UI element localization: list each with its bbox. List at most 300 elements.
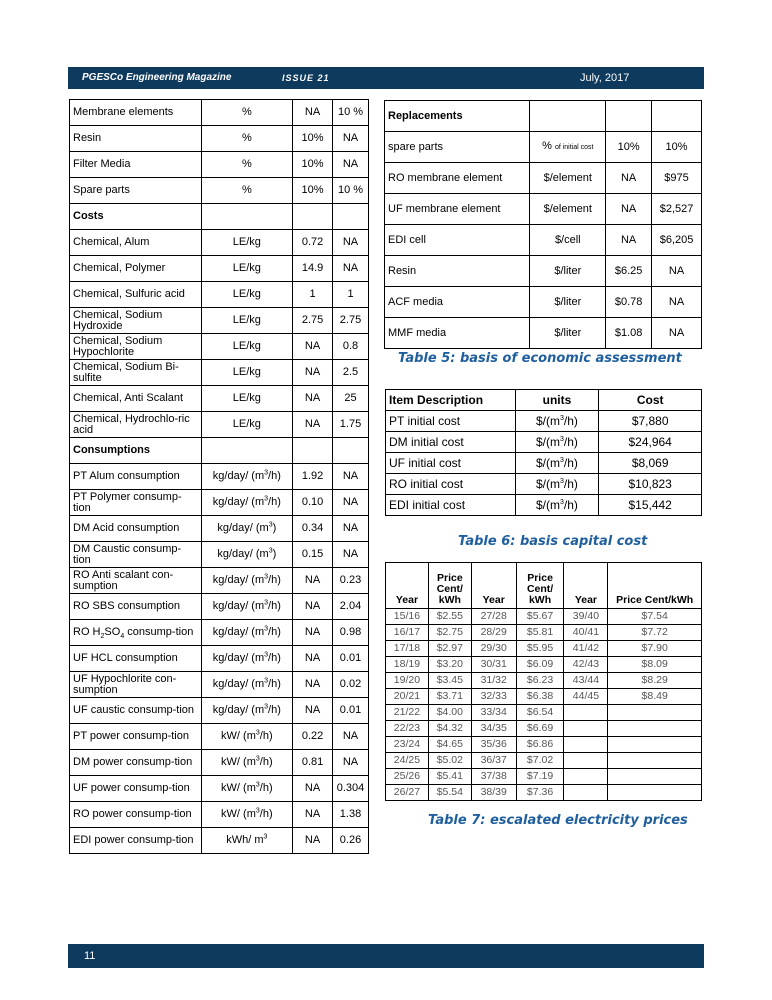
table-cell: Consumptions — [70, 438, 202, 464]
table-row — [386, 625, 702, 641]
table-cell: $7.36 — [516, 785, 564, 801]
table-cell: 0.15 — [293, 542, 333, 568]
table-cell: 27/28 — [471, 609, 516, 625]
table-cell: 15/16 — [386, 609, 429, 625]
table-cell: 34/35 — [471, 721, 516, 737]
table-cell: NA — [333, 230, 369, 256]
table-cell — [608, 769, 702, 785]
table-row — [70, 776, 369, 802]
table-cell: 44/45 — [564, 689, 608, 705]
table-cell: kW/ $(m^3/h)$ — [201, 724, 293, 750]
table-row — [70, 620, 369, 646]
table-cell: 10% — [652, 132, 702, 163]
table-cell: 0.02 — [333, 672, 369, 698]
table-row — [386, 721, 702, 737]
table-cell: $6.54 — [516, 705, 564, 721]
table-cell: $5.54 — [428, 785, 471, 801]
table-cell: $7.72 — [608, 625, 702, 641]
table-cell — [608, 705, 702, 721]
table-cell: 0.304 — [333, 776, 369, 802]
table-cell: RO membrane element — [385, 163, 530, 194]
table-cell: 0.22 — [293, 724, 333, 750]
table-cell: NA — [293, 698, 333, 724]
economic-parameters-table — [69, 99, 369, 854]
table-cell: Chemical, Sodium Hypochlorite — [70, 334, 202, 360]
table-cell: NA — [293, 594, 333, 620]
table-cell: kW/ $(m^3/h)$ — [201, 802, 293, 828]
table-row — [70, 282, 369, 308]
table-cell — [333, 438, 369, 464]
table-cell: $6.86 — [516, 737, 564, 753]
table-cell: 37/38 — [471, 769, 516, 785]
table-cell: $5.41 — [428, 769, 471, 785]
table-cell: 30/31 — [471, 657, 516, 673]
table-cell: 39/40 — [564, 609, 608, 625]
table-cell: Chemical, Sodium Bi-sulfite — [70, 360, 202, 386]
table-cell: 40/41 — [564, 625, 608, 641]
table-cell: Chemical, Anti Scalant — [70, 386, 202, 412]
replacements-title: Replacements — [385, 101, 530, 132]
table-cell: NA — [652, 318, 702, 349]
table-cell: NA — [652, 287, 702, 318]
table-row — [70, 698, 369, 724]
table-cell: Spare parts — [70, 178, 202, 204]
table-row — [386, 453, 702, 474]
table-cell: $15,442 — [599, 495, 702, 516]
table-cell: $7.90 — [608, 641, 702, 657]
table-cell: kg/day/ $(m^3/h)$ — [201, 646, 293, 672]
table-cell: % — [201, 152, 293, 178]
table-cell: LE/kg — [201, 230, 293, 256]
table-cell: 0.98 — [333, 620, 369, 646]
table-cell: $4.00 — [428, 705, 471, 721]
table-row — [385, 194, 702, 225]
table-cell: $10,823 — [599, 474, 702, 495]
table-row — [70, 126, 369, 152]
header-item-description: Item Description — [386, 390, 516, 411]
table-cell: % — [201, 100, 293, 126]
table-cell: $6.38 — [516, 689, 564, 705]
table-cell: $4.65 — [428, 737, 471, 753]
table-cell: NA — [293, 100, 333, 126]
table-cell: $6.69 — [516, 721, 564, 737]
table-cell: $3.45 — [428, 673, 471, 689]
table-cell: NA — [333, 542, 369, 568]
magazine-title: PGESCo Engineering Magazine — [82, 72, 232, 83]
table-row — [385, 256, 702, 287]
table-cell: DM power consump-tion — [70, 750, 202, 776]
header-price-3: Price Cent/kWh — [608, 563, 702, 609]
table-cell: $\$/(m^3/h)$ — [515, 453, 599, 474]
table-cell: kg/day/ $(m^3/h)$ — [201, 620, 293, 646]
footer-bar — [68, 944, 704, 968]
table-cell: $1.08 — [606, 318, 652, 349]
table-cell: $8.49 — [608, 689, 702, 705]
issue-label: ISSUE 21 — [282, 73, 330, 83]
table-row — [70, 100, 369, 126]
table-cell: $/liter — [530, 287, 606, 318]
table-cell: $\$/(m^3/h)$ — [515, 411, 599, 432]
table-cell: $\$/(m^3/h)$ — [515, 474, 599, 495]
table-row — [386, 769, 702, 785]
table-cell: LE/kg — [201, 334, 293, 360]
table-row — [386, 609, 702, 625]
table-cell — [564, 737, 608, 753]
table-cell: $4.32 — [428, 721, 471, 737]
header-price-2: Price Cent/ kWh — [516, 563, 564, 609]
table-cell: 1.75 — [333, 412, 369, 438]
table-cell: 10 % — [333, 100, 369, 126]
table-cell: 25/26 — [386, 769, 429, 785]
table-cell: LE/kg — [201, 308, 293, 334]
table-cell: Chemical, Sulfuric acid — [70, 282, 202, 308]
table-cell: Membrane elements — [70, 100, 202, 126]
table-cell: UF initial cost — [386, 453, 516, 474]
table-cell: PT initial cost — [386, 411, 516, 432]
table-cell: DM initial cost — [386, 432, 516, 453]
table-cell: $/liter — [530, 256, 606, 287]
table-cell: 41/42 — [564, 641, 608, 657]
table-cell: NA — [293, 620, 333, 646]
table-row — [70, 256, 369, 282]
table-row — [386, 705, 702, 721]
table-row — [70, 230, 369, 256]
table-cell: 19/20 — [386, 673, 429, 689]
table-cell: Costs — [70, 204, 202, 230]
table-cell: kg/day/ $(m^3/h)$ — [201, 594, 293, 620]
table-row — [70, 334, 369, 360]
table-cell: $\$/(m^3/h)$ — [515, 432, 599, 453]
table-cell: NA — [333, 464, 369, 490]
header-cost: Cost — [599, 390, 702, 411]
table-cell: $/element — [530, 163, 606, 194]
table-cell: NA — [293, 776, 333, 802]
table-row — [70, 542, 369, 568]
table-header-row — [386, 390, 702, 411]
header-year-2: Year — [471, 563, 516, 609]
table-cell: 10% — [293, 178, 333, 204]
table-cell: NA — [293, 334, 333, 360]
table-row — [386, 432, 702, 453]
table-row — [385, 163, 702, 194]
table-cell — [201, 204, 293, 230]
table-cell: MMF media — [385, 318, 530, 349]
table-row — [70, 386, 369, 412]
table-cell: kg/day/ $(m^3/h)$ — [201, 568, 293, 594]
table-cell — [564, 721, 608, 737]
table-cell: kW/ $(m^3/h)$ — [201, 776, 293, 802]
table-cell: LE/kg — [201, 256, 293, 282]
table-cell: Resin — [385, 256, 530, 287]
table-cell: 42/43 — [564, 657, 608, 673]
table-cell: 21/22 — [386, 705, 429, 721]
table-cell: $/liter — [530, 318, 606, 349]
issue-date: July, 2017 — [580, 72, 630, 84]
table-cell: NA — [293, 568, 333, 594]
table-row — [385, 287, 702, 318]
table-cell: PT power consump-tion — [70, 724, 202, 750]
table-row — [386, 737, 702, 753]
table-cell: NA — [333, 152, 369, 178]
table-cell: 23/24 — [386, 737, 429, 753]
table-cell: NA — [652, 256, 702, 287]
table-cell: Chemical, Polymer — [70, 256, 202, 282]
page-number: 11 — [84, 950, 96, 962]
table-cell: 28/29 — [471, 625, 516, 641]
table-cell: 32/33 — [471, 689, 516, 705]
table-cell: NA — [293, 802, 333, 828]
table-cell: 0.01 — [333, 698, 369, 724]
table-cell: NA — [293, 828, 333, 854]
table-cell: kg/day/ $(m^3)$ — [201, 516, 293, 542]
table-cell: Chemical, Alum — [70, 230, 202, 256]
table-cell: $6,205 — [652, 225, 702, 256]
table-row — [386, 641, 702, 657]
table-cell: 35/36 — [471, 737, 516, 753]
table-row — [70, 828, 369, 854]
table-cell: RO $H_2SO_4$ consump-tion — [70, 620, 202, 646]
header-price-1: Price Cent/ kWh — [428, 563, 471, 609]
table-row — [385, 318, 702, 349]
table-cell: 25 — [333, 386, 369, 412]
table-row — [70, 568, 369, 594]
table-cell: 26/27 — [386, 785, 429, 801]
table-cell — [608, 785, 702, 801]
table-cell: $8.29 — [608, 673, 702, 689]
table-cell: 2.75 — [333, 308, 369, 334]
table-cell: RO initial cost — [386, 474, 516, 495]
table-cell: Resin — [70, 126, 202, 152]
table-cell: 38/39 — [471, 785, 516, 801]
table-cell: NA — [293, 646, 333, 672]
table-row — [70, 802, 369, 828]
table-cell: 29/30 — [471, 641, 516, 657]
table-cell: NA — [333, 490, 369, 516]
table-cell: 14.9 — [293, 256, 333, 282]
header-units: units — [515, 390, 599, 411]
table-6-caption: Table 6: basis capital cost — [458, 534, 648, 549]
table-cell: 1 — [333, 282, 369, 308]
table-cell: $7.19 — [516, 769, 564, 785]
table-cell: kg/day/ $(m^3)$ — [201, 542, 293, 568]
table-row — [70, 204, 369, 230]
table-row — [70, 724, 369, 750]
table-cell: 0.26 — [333, 828, 369, 854]
table-cell: $6.09 — [516, 657, 564, 673]
table-cell: kg/day/ $(m^3/h)$ — [201, 672, 293, 698]
table-row — [70, 516, 369, 542]
table-cell — [608, 721, 702, 737]
table-cell: $5.67 — [516, 609, 564, 625]
table-cell: 10% — [293, 152, 333, 178]
table-cell: 16/17 — [386, 625, 429, 641]
table-cell: spare parts — [385, 132, 530, 163]
table-row — [385, 101, 702, 132]
table-cell: UF Hypochlorite con-sumption — [70, 672, 202, 698]
table-cell — [608, 753, 702, 769]
table-cell: 0.81 — [293, 750, 333, 776]
table-row — [70, 178, 369, 204]
table-cell: 24/25 — [386, 753, 429, 769]
table-cell: Chemical, Hydrochlo-ric acid — [70, 412, 202, 438]
table-cell: NA — [333, 516, 369, 542]
capital-cost-table — [385, 389, 702, 516]
table-cell: 43/44 — [564, 673, 608, 689]
table-cell: 1.92 — [293, 464, 333, 490]
table-cell: $24,964 — [599, 432, 702, 453]
table-cell: 1 — [293, 282, 333, 308]
table-cell: PT Alum consumption — [70, 464, 202, 490]
table-cell: $0.78 — [606, 287, 652, 318]
table-cell: RO Anti scalant con-sumption — [70, 568, 202, 594]
table-cell: 1.38 — [333, 802, 369, 828]
table-cell: DM Acid consumption — [70, 516, 202, 542]
table-row — [70, 360, 369, 386]
table-cell: 2.04 — [333, 594, 369, 620]
table-cell: NA — [333, 724, 369, 750]
table-cell: $2.55 — [428, 609, 471, 625]
table-cell: NA — [606, 194, 652, 225]
table-cell — [564, 705, 608, 721]
table-cell: RO power consump-tion — [70, 802, 202, 828]
table-cell: NA — [333, 750, 369, 776]
table-cell: $6.23 — [516, 673, 564, 689]
table-header-row — [386, 563, 702, 609]
table-cell: UF caustic consump-tion — [70, 698, 202, 724]
table-cell: UF HCL consumption — [70, 646, 202, 672]
table-cell — [564, 753, 608, 769]
table-cell: kg/day/ $(m^3/h)$ — [201, 464, 293, 490]
table-cell: $5.81 — [516, 625, 564, 641]
table-cell: 0.01 — [333, 646, 369, 672]
table-row — [385, 225, 702, 256]
table-cell: NA — [606, 163, 652, 194]
table-cell: Chemical, Sodium Hydroxide — [70, 308, 202, 334]
table-row — [70, 438, 369, 464]
table-cell: EDI cell — [385, 225, 530, 256]
table-row — [70, 646, 369, 672]
table-cell: $\$/(m^3/h)$ — [515, 495, 599, 516]
table-cell: $2.75 — [428, 625, 471, 641]
table-row — [70, 412, 369, 438]
table-cell: $6.25 — [606, 256, 652, 287]
table-cell: 0.10 — [293, 490, 333, 516]
table-cell: 33/34 — [471, 705, 516, 721]
table-cell: % — [201, 126, 293, 152]
replacements-table — [384, 100, 702, 349]
table-cell — [293, 204, 333, 230]
table-cell: $2,527 — [652, 194, 702, 225]
table-cell: % of initial cost — [530, 132, 606, 163]
table-cell: NA — [606, 225, 652, 256]
table-cell: UF power consump-tion — [70, 776, 202, 802]
table-cell: kg/day/ $(m^3/h)$ — [201, 490, 293, 516]
table-cell: 0.72 — [293, 230, 333, 256]
table-cell — [293, 438, 333, 464]
table-cell: EDI power consump-tion — [70, 828, 202, 854]
table-cell: % — [201, 178, 293, 204]
table-row — [70, 750, 369, 776]
table-row — [386, 689, 702, 705]
table-cell: RO SBS consumption — [70, 594, 202, 620]
table-cell: $/cell — [530, 225, 606, 256]
table-row — [386, 673, 702, 689]
table-cell: NA — [293, 360, 333, 386]
table-cell: $8,069 — [599, 453, 702, 474]
table-row — [386, 657, 702, 673]
table-cell: $3.71 — [428, 689, 471, 705]
header-year-3: Year — [564, 563, 608, 609]
table-cell: 0.8 — [333, 334, 369, 360]
table-7-caption: Table 7: escalated electricity prices — [428, 813, 688, 828]
table-row — [70, 308, 369, 334]
table-cell: $2.97 — [428, 641, 471, 657]
table-cell: $7.54 — [608, 609, 702, 625]
table-cell: EDI initial cost — [386, 495, 516, 516]
table-cell: $975 — [652, 163, 702, 194]
table-row — [386, 753, 702, 769]
table-cell: NA — [333, 126, 369, 152]
table-cell: NA — [293, 672, 333, 698]
table-5-caption: Table 5: basis of economic assessment — [398, 351, 682, 366]
table-cell: 20/21 — [386, 689, 429, 705]
table-row — [386, 474, 702, 495]
table-cell: 10% — [293, 126, 333, 152]
table-cell: 0.23 — [333, 568, 369, 594]
table-row — [386, 785, 702, 801]
electricity-prices-table — [385, 562, 702, 801]
table-row — [70, 464, 369, 490]
table-cell: $/element — [530, 194, 606, 225]
table-cell: kg/day/ $(m^3/h)$ — [201, 698, 293, 724]
header-bar — [68, 67, 704, 89]
table-cell: UF membrane element — [385, 194, 530, 225]
table-cell: $5.95 — [516, 641, 564, 657]
table-cell: 17/18 — [386, 641, 429, 657]
table-cell: LE/kg — [201, 360, 293, 386]
table-cell — [564, 785, 608, 801]
table-cell: 0.34 — [293, 516, 333, 542]
table-cell: $7,880 — [599, 411, 702, 432]
table-cell: 18/19 — [386, 657, 429, 673]
table-cell: LE/kg — [201, 386, 293, 412]
table-cell — [201, 438, 293, 464]
table-cell: NA — [333, 256, 369, 282]
table-cell: DM Caustic consump-tion — [70, 542, 202, 568]
table-cell: LE/kg — [201, 282, 293, 308]
table-cell: LE/kg — [201, 412, 293, 438]
table-cell: $5.02 — [428, 753, 471, 769]
table-row — [386, 411, 702, 432]
table-cell — [564, 769, 608, 785]
table-cell: 10% — [606, 132, 652, 163]
table-cell: PT Polymer consump-tion — [70, 490, 202, 516]
header-year-1: Year — [386, 563, 429, 609]
table-row — [70, 594, 369, 620]
table-cell: 22/23 — [386, 721, 429, 737]
table-cell: $3.20 — [428, 657, 471, 673]
table-cell: NA — [293, 412, 333, 438]
table-cell: $7.02 — [516, 753, 564, 769]
table-cell: NA — [293, 386, 333, 412]
table-row — [386, 495, 702, 516]
table-row — [385, 132, 702, 163]
table-cell: $8.09 — [608, 657, 702, 673]
table-cell: ACF media — [385, 287, 530, 318]
table-cell: kWh/ $m^3$ — [201, 828, 293, 854]
table-row — [70, 672, 369, 698]
table-cell: 36/37 — [471, 753, 516, 769]
